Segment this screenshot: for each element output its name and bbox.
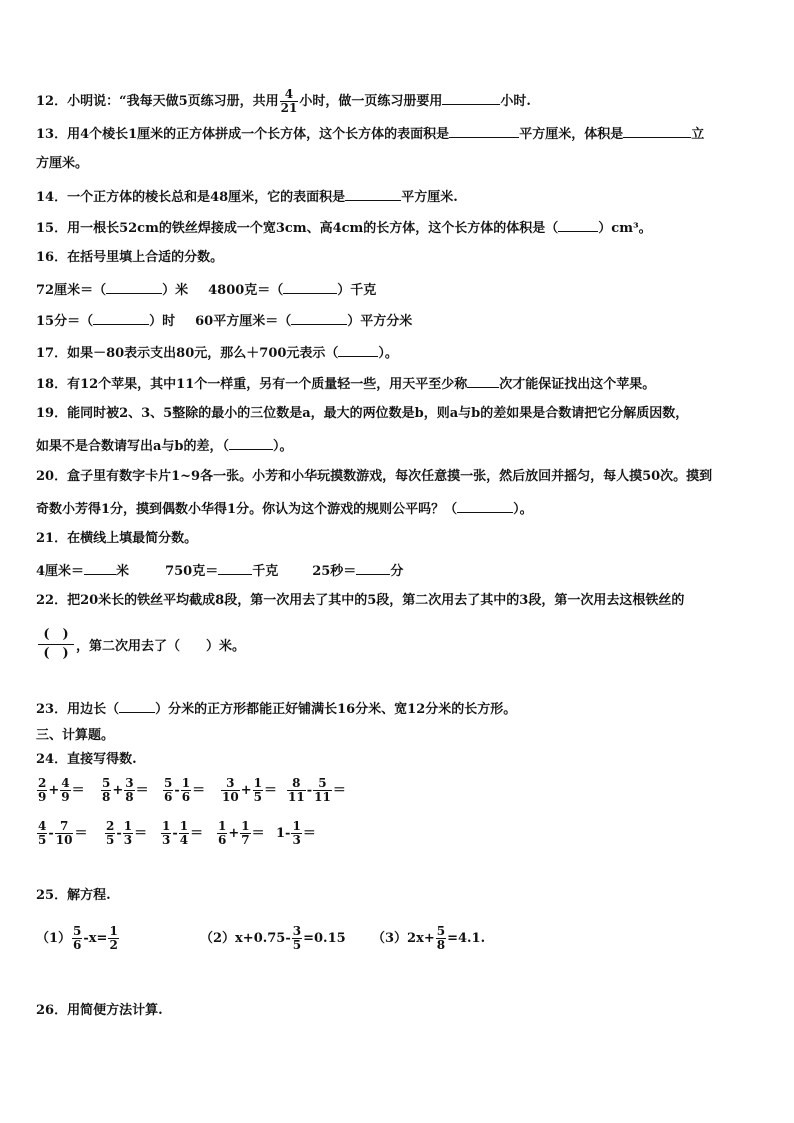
q16-r2-text-d: ）平方分米 <box>347 314 413 329</box>
q16-r1-blank-2[interactable] <box>283 281 337 294</box>
question-19-line1: 19．能同时被2、3、5整除的最小的三位数是a，最大的两位数是b，则a与b的差如果是合数请把它分解质因数， <box>36 406 689 421</box>
question-16-title: 16．在括号里填上合适的分数。 <box>36 250 224 265</box>
q21-blank-1[interactable] <box>84 562 116 575</box>
question-22-line1: 22．把20米长的铁丝平均截成8段，第一次用去了其中的5段，第二次用去了其中的3段，第一次用去这根铁丝的 <box>36 593 685 608</box>
q18-text-b: 次才能保证找出这个苹果。 <box>499 377 656 392</box>
q12-text-c: 小时. <box>500 94 531 109</box>
q22-fraction-top: ( ) <box>38 626 74 645</box>
question-13-line2: 方厘米。 <box>36 156 89 171</box>
question-24-title: 24．直接写得数. <box>36 752 137 767</box>
q18-answer-blank[interactable] <box>467 375 499 388</box>
q21-blank-3[interactable] <box>356 562 390 575</box>
q21-text-a: 4厘米＝ <box>36 564 85 579</box>
question-15 <box>36 219 652 237</box>
q16-r1-text-c: 4800克＝（ <box>208 283 284 298</box>
q13-text-b: 平方厘米，体积是 <box>519 127 624 142</box>
question-19-line2 <box>36 437 293 455</box>
q15-text-b: ）cm³。 <box>598 221 652 236</box>
q14-answer-blank[interactable] <box>345 188 401 201</box>
q24-item-9: $\frac{1}{6}$ + $\frac{1}{7}$ ＝ <box>218 819 265 847</box>
q24-item-2: $\frac{5}{8}$ + $\frac{3}{8}$ ＝ <box>102 776 149 804</box>
question-18 <box>36 375 655 393</box>
q19-text-b: ）。 <box>273 439 293 454</box>
q20-text-a: 奇数小芳得1分，摸到偶数小华得1分。你认为这个游戏的规则公平吗？（ <box>36 502 458 517</box>
q16-r1-text-b: ）米 <box>162 283 189 298</box>
q13-text-a: 13．用4个棱长1厘米的正方体拼成一个长方体，这个长方体的表面积是 <box>36 127 450 142</box>
q24-item-8: $\frac{1}{3}$ - $\frac{1}{4}$ ＝ <box>162 819 204 847</box>
question-25-title: 25．解方程. <box>36 888 111 903</box>
q17-answer-blank[interactable] <box>338 344 378 357</box>
q21-text-a2: 米 <box>116 564 130 579</box>
question-26: 26．用简便方法计算. <box>36 1003 163 1018</box>
q24-item-6: $\frac{4}{5}$ - $\frac{7}{10}$ ＝ <box>38 819 88 847</box>
q23-text-b: ）分米的正方形都能正好铺满长16分米、宽12分米的长方形。 <box>155 702 517 717</box>
q16-r2-blank-1[interactable] <box>93 312 149 325</box>
q14-text-a: 14．一个正方体的棱长总和是48厘米，它的表面积是 <box>36 190 346 205</box>
q23-answer-blank[interactable] <box>119 700 155 713</box>
q24-item-10: 1- $\frac{1}{3}$ ＝ <box>276 819 316 847</box>
q21-text-c: 25秒＝ <box>312 564 357 579</box>
q24-item-7: $\frac{2}{5}$ - $\frac{1}{3}$ ＝ <box>106 819 148 847</box>
q12-text-a: 12．小明说：“我每天做5页练习册，共用 <box>36 94 279 109</box>
q17-text-b: ）。 <box>378 346 398 361</box>
q25-equation-1: （1） $\frac{5}{6}$ -x= $\frac{1}{2}$ <box>36 924 118 952</box>
q19-text-a: 如果不是合数请写出a与b的差，（ <box>36 439 230 454</box>
q13-volume-blank[interactable] <box>623 125 691 138</box>
question-17 <box>36 344 398 362</box>
q22-fraction-bottom: ( ) <box>43 646 69 661</box>
question-20-line1: 20．盒子里有数字卡片1~9各一张。小芳和小华玩摸数游戏，每次任意摸一张，然后放回并摇匀，每人摸50次。摸到 <box>36 469 713 484</box>
q21-text-b2: 千克 <box>252 564 279 579</box>
question-20-line2 <box>36 500 533 518</box>
q16-r2-text-c: 60平方厘米＝（ <box>195 314 292 329</box>
section-3-heading: 三、计算题。 <box>36 728 115 743</box>
q17-text-a: 17．如果－80表示支出80元，那么＋700元表示（ <box>36 346 339 361</box>
question-14 <box>36 188 458 206</box>
q15-text-a: 15．用一根长52cm的铁丝焊接成一个宽3cm、高4cm的长方体，这个长方体的体积是（ <box>36 221 559 236</box>
q23-text-a: 23．用边长（ <box>36 702 120 717</box>
q24-item-3: $\frac{5}{6}$ - $\frac{1}{6}$ ＝ <box>164 776 206 804</box>
question-21-title: 21．在横线上填最简分数。 <box>36 531 198 546</box>
q16-r2-text-b: ）时 <box>149 314 176 329</box>
q14-text-b: 平方厘米. <box>401 190 458 205</box>
q16-r1-blank-1[interactable] <box>106 281 162 294</box>
q16-r1-text-a: 72厘米＝（ <box>36 283 107 298</box>
q21-text-b: 750克＝ <box>165 564 219 579</box>
question-21-row <box>36 562 403 580</box>
q20-text-b: ）。 <box>513 502 533 517</box>
q25-equation-3: （3）2x+ $\frac{5}{8}$ =4.1. <box>372 924 486 952</box>
question-22-line2: ，第二次用去了（ ）米。 <box>76 639 246 654</box>
q20-answer-blank[interactable] <box>457 500 513 513</box>
question-16-row1 <box>36 281 376 299</box>
q16-r2-blank-2[interactable] <box>291 312 347 325</box>
q12-answer-blank[interactable] <box>442 92 500 105</box>
question-23 <box>36 700 516 718</box>
question-13-line1 <box>36 125 704 143</box>
q24-item-4: $\frac{3}{10}$ + $\frac{1}{5}$ ＝ <box>222 776 277 804</box>
question-12 <box>36 88 531 115</box>
q24-item-1: $\frac{2}{9}$ + $\frac{4}{9}$ ＝ <box>38 776 85 804</box>
question-16-row2 <box>36 312 412 330</box>
q13-text-c: 立 <box>691 127 705 142</box>
q16-r1-text-d: ）千克 <box>337 283 377 298</box>
q21-blank-2[interactable] <box>218 562 252 575</box>
q13-surface-blank[interactable] <box>449 125 519 138</box>
q24-item-5: $\frac{8}{11}$ - $\frac{5}{11}$ ＝ <box>288 776 346 804</box>
q12-text-b: 小时，做一页练习册要用 <box>299 94 443 109</box>
q25-equation-2: （2）x+0.75- $\frac{3}{5}$ =0.15 <box>200 924 346 952</box>
q15-answer-blank[interactable] <box>558 219 598 232</box>
q16-r2-text-a: 15分＝（ <box>36 314 94 329</box>
q19-answer-blank[interactable] <box>229 437 273 450</box>
q22-fraction-blank[interactable] <box>38 626 74 663</box>
q12-fraction: $\frac{4}{21}$ <box>280 87 298 115</box>
q18-text-a: 18．有12个苹果，其中11个一样重，另有一个质量轻一些，用天平至少称 <box>36 377 468 392</box>
q21-text-c2: 分 <box>390 564 404 579</box>
